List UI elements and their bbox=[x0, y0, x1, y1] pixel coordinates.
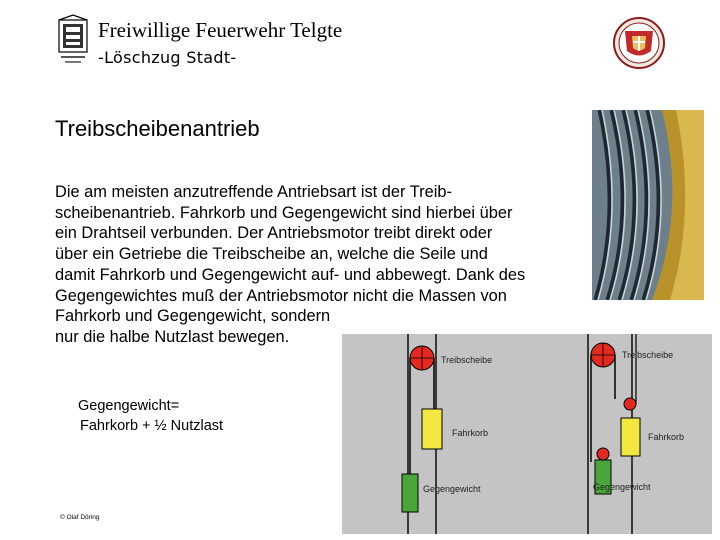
paragraph-line: damit Fahrkorb und Gegengewicht auf- und abbewegt. Dank des bbox=[55, 265, 526, 284]
copyright-note: © Olaf Döring bbox=[60, 514, 100, 521]
right-car-pulley bbox=[624, 398, 636, 410]
left-car-label: Fahrkorb bbox=[452, 428, 489, 438]
paragraph-line: Gegengewichtes muß der Antriebsmotor nicht die Massen von bbox=[55, 286, 507, 305]
left-counterweight bbox=[402, 474, 418, 512]
right-counterweight-label: Gegengewicht bbox=[593, 482, 651, 492]
paragraph-line: Fahrkorb und Gegengewicht, sondern bbox=[55, 307, 331, 326]
organization-title: Freiwillige Feuerwehr Telgte bbox=[98, 18, 343, 42]
paragraph-line: ein Drahtseil verbunden. Der Antriebsmotor treibt direkt oder bbox=[55, 224, 493, 243]
paragraph-line: scheibenantrieb. Fahrkorb und Gegengewicht sind hierbei über bbox=[55, 203, 513, 222]
right-car bbox=[621, 418, 640, 456]
formula-line-2: Fahrkorb + ½ Nutzlast bbox=[80, 418, 224, 434]
paragraph-line: Die am meisten anzutreffende Antriebsart ist der Treib- bbox=[55, 183, 452, 201]
fire-brigade-crest-icon bbox=[55, 14, 91, 68]
left-car bbox=[422, 409, 442, 449]
right-car-label: Fahrkorb bbox=[648, 432, 685, 442]
formula-line-1: Gegengewicht= bbox=[78, 398, 180, 414]
right-counterweight-pulley bbox=[597, 448, 609, 460]
paragraph-line: über ein Getriebe die Treibscheibe an, welche die Seile und bbox=[55, 245, 488, 264]
paragraph-line: nur die halbe Nutzlast bewegen. bbox=[55, 327, 290, 346]
right-sheave-label: Treibscheibe bbox=[622, 350, 674, 360]
slide-title: Treibscheibenantrieb bbox=[55, 116, 260, 141]
left-counterweight-label: Gegengewicht bbox=[423, 484, 481, 494]
body-paragraph bbox=[55, 182, 525, 348]
elevator-diagram bbox=[342, 334, 712, 534]
traction-sheave-photo bbox=[592, 110, 704, 300]
fire-department-emblem-icon bbox=[612, 16, 666, 70]
left-sheave-label: Treibscheibe bbox=[441, 355, 493, 365]
organization-subtitle: -Löschzug Stadt- bbox=[98, 48, 237, 67]
